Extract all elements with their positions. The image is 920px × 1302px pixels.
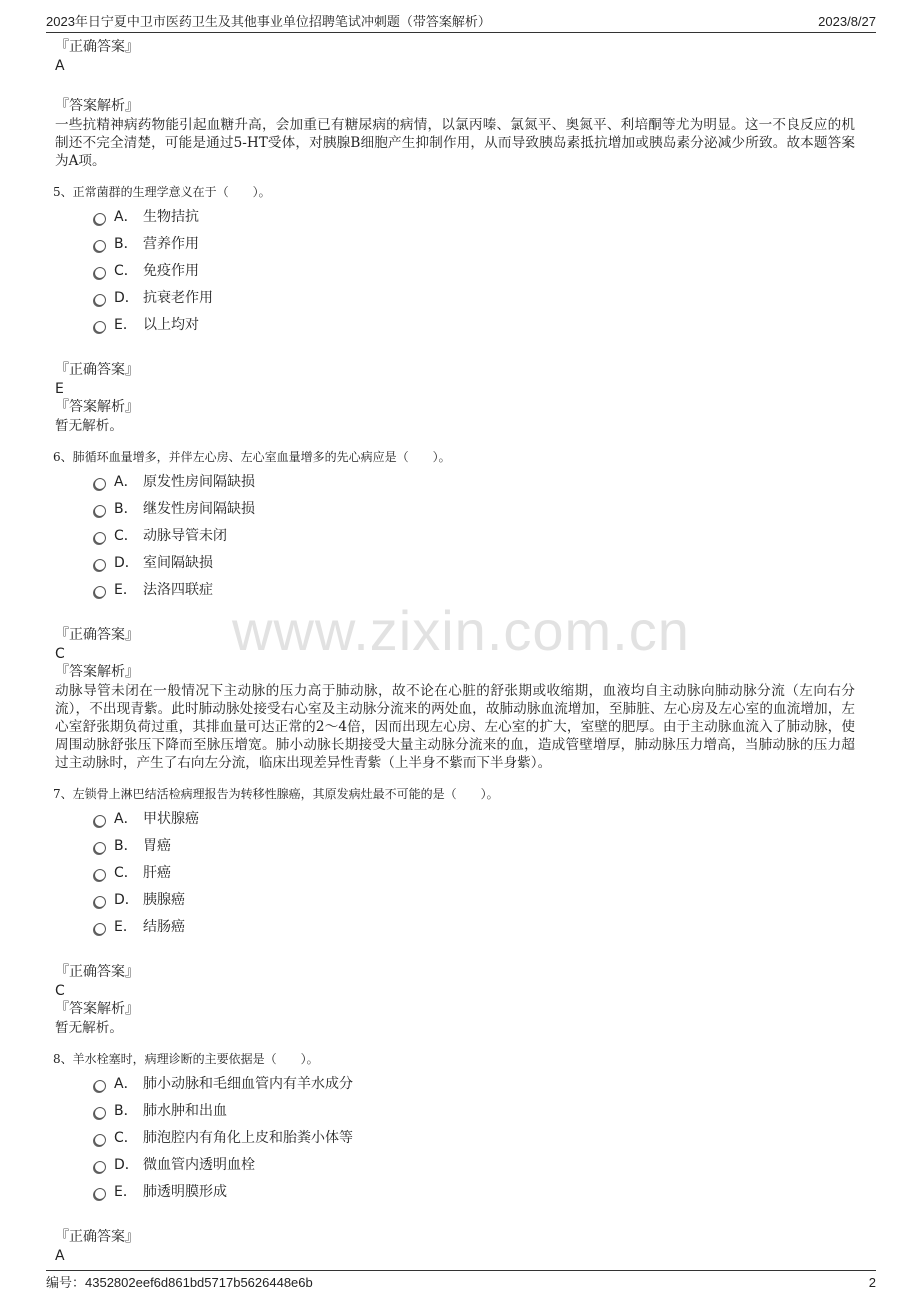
- question-stem: 7、左锁骨上淋巴结活检病理报告为转移性腺癌，其原发病灶最不可能的是（ ）。: [53, 787, 499, 801]
- option-e[interactable]: E． 法洛四联症: [55, 577, 855, 604]
- question-stem: 6、肺循环血量增多，并伴左心房、左心室血量增多的先心病应是（ ）。: [53, 450, 451, 464]
- radio-icon[interactable]: [94, 213, 106, 225]
- option-a[interactable]: A． 生物拮抗: [55, 204, 855, 231]
- radio-icon[interactable]: [94, 586, 106, 598]
- analysis-label: 『答案解析』: [55, 399, 139, 415]
- radio-icon[interactable]: [94, 240, 106, 252]
- option-c[interactable]: C． 肝癌: [55, 860, 855, 887]
- radio-icon[interactable]: [94, 923, 106, 935]
- radio-icon[interactable]: [94, 294, 106, 306]
- radio-icon[interactable]: [94, 1188, 106, 1200]
- page-header: [46, 10, 876, 33]
- option-e[interactable]: E． 以上均对: [55, 312, 855, 339]
- option-b[interactable]: B． 营养作用: [55, 231, 855, 258]
- radio-icon[interactable]: [94, 815, 106, 827]
- analysis-text: 暂无解析。: [55, 1020, 123, 1036]
- answer-label: 『正确答案』: [55, 1229, 139, 1245]
- option-d[interactable]: D． 胰腺癌: [55, 887, 855, 914]
- option-list: [55, 469, 855, 604]
- option-e[interactable]: E． 肺透明膜形成: [55, 1179, 855, 1206]
- radio-icon[interactable]: [94, 1134, 106, 1146]
- question-stem: 8、羊水栓塞时，病理诊断的主要依据是（ ）。: [53, 1052, 319, 1066]
- radio-icon[interactable]: [94, 478, 106, 490]
- option-e[interactable]: E． 结肠癌: [55, 914, 855, 941]
- page-footer: [46, 1270, 876, 1293]
- radio-icon[interactable]: [94, 559, 106, 571]
- radio-icon[interactable]: [94, 267, 106, 279]
- option-c[interactable]: C． 肺泡腔内有角化上皮和胎粪小体等: [55, 1125, 855, 1152]
- option-list: [55, 806, 855, 941]
- option-d[interactable]: D． 室间隔缺损: [55, 550, 855, 577]
- watermark: www.zixin.com.cn: [232, 599, 690, 662]
- radio-icon[interactable]: [94, 1080, 106, 1092]
- answer-value: E: [55, 381, 64, 397]
- question-stem: 5、正常菌群的生理学意义在于（ ）。: [53, 185, 271, 199]
- document-date: 2023/8/27: [818, 14, 876, 29]
- analysis-text: 动脉导管未闭在一般情况下主动脉的压力高于肺动脉，故不论在心脏的舒张期或收缩期，血液均自主动脉向肺动脉分流（左向右分流），不出现青紫。此时肺动脉处接受右心室及主动脉分流来的两处血，故肺动脉血流增加，至肺脏、左心房及左心室的血流增加，左心室舒张期负荷过重，其排血量可达正常的2～4倍，因而出现左心房、左心室的扩大，室壁的肥厚。由于主动脉血流入了肺动脉，使周围动脉舒张压下降而至脉压增宽。肺小动脉长期接受大量主动脉分流来的血，造成管壁增厚，肺动脉压力增高，当肺动脉的压力超过主动脉时，产生了右向左分流，临床出现差异性青紫（上半身不紫而下半身紫）。: [55, 683, 855, 771]
- radio-icon[interactable]: [94, 321, 106, 333]
- radio-icon[interactable]: [94, 896, 106, 908]
- option-b[interactable]: B． 肺水肿和出血: [55, 1098, 855, 1125]
- analysis-label: 『答案解析』: [55, 98, 139, 114]
- radio-icon[interactable]: [94, 869, 106, 881]
- answer-label: 『正确答案』: [55, 627, 139, 643]
- option-b[interactable]: B． 胃癌: [55, 833, 855, 860]
- option-d[interactable]: D． 抗衰老作用: [55, 285, 855, 312]
- answer-value: C: [55, 983, 65, 999]
- option-a[interactable]: A． 原发性房间隔缺损: [55, 469, 855, 496]
- option-list: [55, 1071, 855, 1206]
- radio-icon[interactable]: [94, 842, 106, 854]
- analysis-label: 『答案解析』: [55, 664, 139, 680]
- answer-label: 『正确答案』: [55, 964, 139, 980]
- analysis-label: 『答案解析』: [55, 1001, 139, 1017]
- document-title: 2023年日宁夏中卫市医药卫生及其他事业单位招聘笔试冲刺题（带答案解析）: [46, 14, 491, 29]
- answer-value: A: [55, 58, 65, 74]
- document-body: [55, 38, 855, 1265]
- radio-icon[interactable]: [94, 505, 106, 517]
- answer-value: A: [55, 1248, 65, 1264]
- option-list: [55, 204, 855, 339]
- analysis-text: 暂无解析。: [55, 418, 123, 434]
- page-number: 2: [868, 1275, 876, 1290]
- analysis-text: 一些抗精神病药物能引起血糖升高，会加重已有糖尿病的病情，以氯丙嗪、氯氮平、奥氮平、利培酮等尤为明显。这一不良反应的机制还不完全清楚，可能是通过5-HT受体，对胰腺B细胞产生抑制作用，从而导致胰岛素抵抗增加或胰岛素分泌减少所致。故本题答案为A项。: [55, 117, 855, 169]
- option-a[interactable]: A． 甲状腺癌: [55, 806, 855, 833]
- option-d[interactable]: D． 微血管内透明血栓: [55, 1152, 855, 1179]
- radio-icon[interactable]: [94, 1107, 106, 1119]
- option-a[interactable]: A． 肺小动脉和毛细血管内有羊水成分: [55, 1071, 855, 1098]
- answer-label: 『正确答案』: [55, 362, 139, 378]
- document-code: 编号：4352802eef6d861bd5717b5626448e6b: [46, 1275, 313, 1290]
- option-b[interactable]: B． 继发性房间隔缺损: [55, 496, 855, 523]
- radio-icon[interactable]: [94, 1161, 106, 1173]
- option-c[interactable]: C． 动脉导管未闭: [55, 523, 855, 550]
- answer-label: 『正确答案』: [55, 39, 139, 55]
- radio-icon[interactable]: [94, 532, 106, 544]
- option-c[interactable]: C． 免疫作用: [55, 258, 855, 285]
- answer-value: C: [55, 646, 65, 662]
